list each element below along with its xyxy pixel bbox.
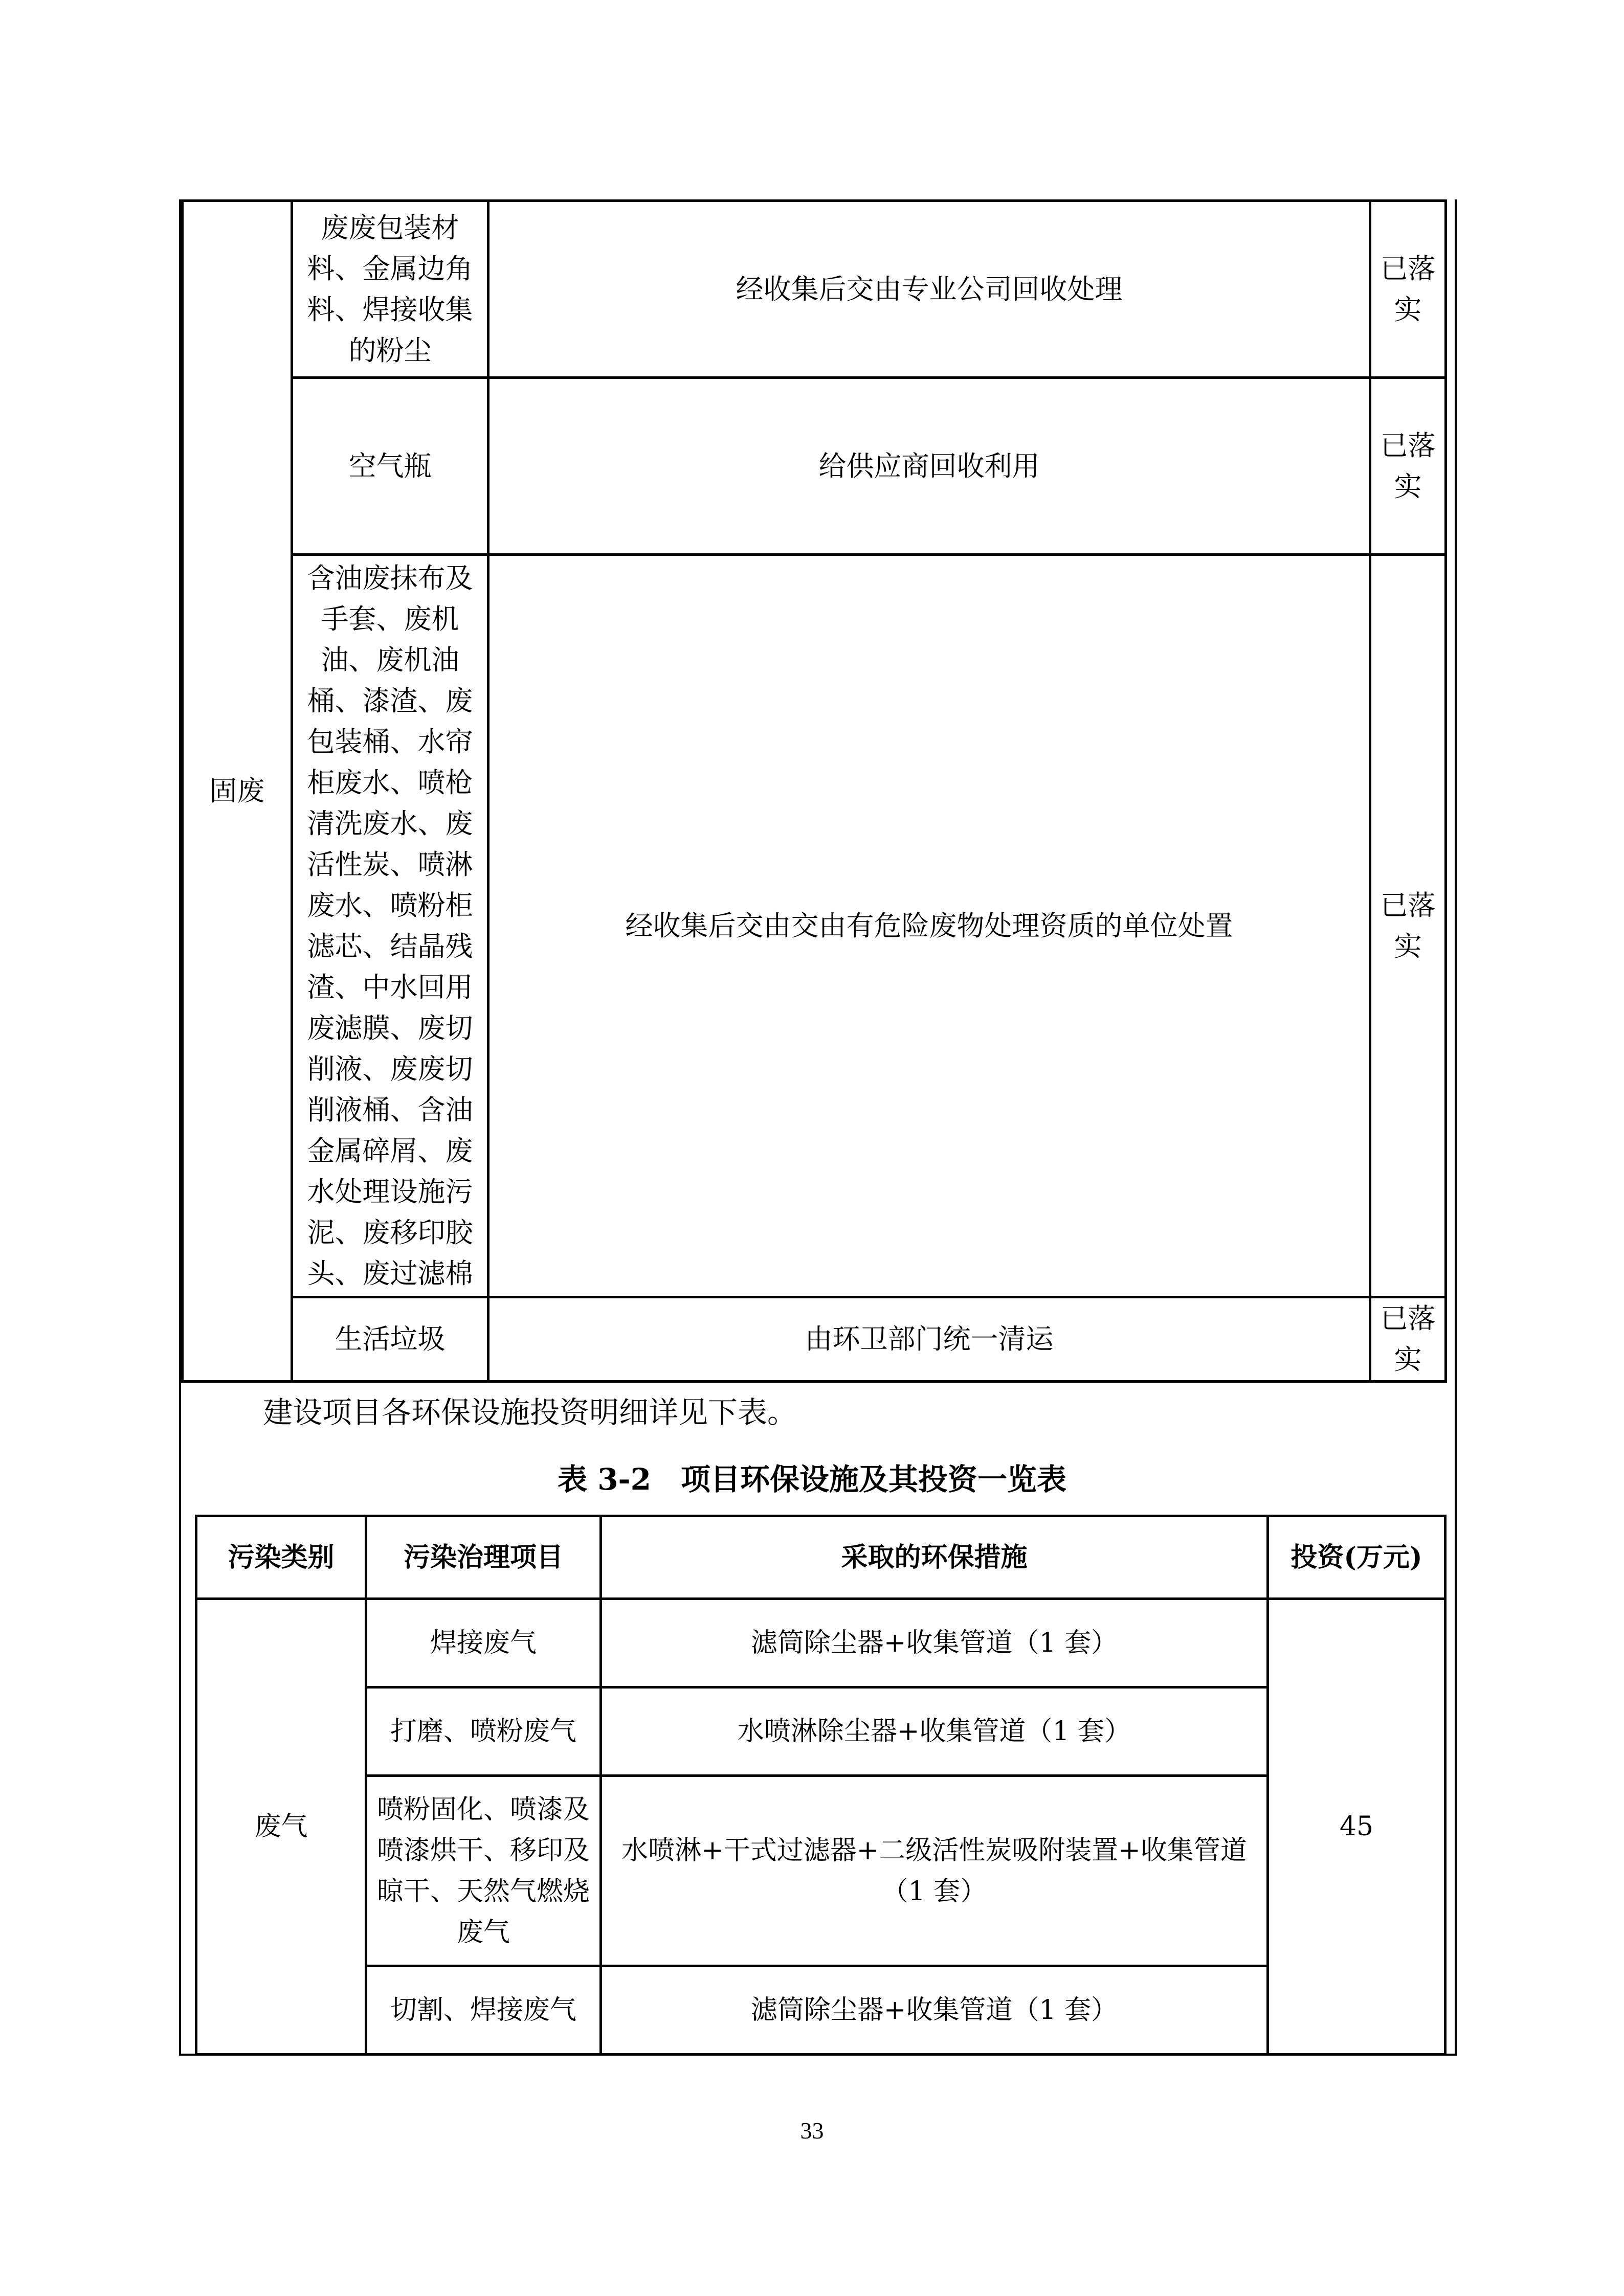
table-row <box>196 1776 1445 1966</box>
table-caption: 表 3-2 项目环保设施及其投资一览表 <box>558 1462 1066 1497</box>
measure-cell: 滤筒除尘器+收集管道（1 套） <box>601 1599 1268 1687</box>
column-header: 污染治理项目 <box>366 1516 601 1599</box>
measure-cell: 水喷淋除尘器+收集管道（1 套） <box>601 1687 1268 1776</box>
status-cell: 已落实 <box>1370 201 1446 378</box>
item-cell: 切割、焊接废气 <box>366 1966 601 2055</box>
table-row <box>196 1687 1445 1776</box>
investment-cell: 45 <box>1268 1599 1445 2055</box>
item-cell: 生活垃圾 <box>292 1297 488 1382</box>
table-row <box>183 555 1446 1297</box>
category-cell: 固废 <box>183 201 292 1382</box>
solid-waste-table <box>181 199 1447 1383</box>
investment-table <box>195 1515 1447 2056</box>
category-cell: 废气 <box>196 1599 366 2055</box>
item-cell: 空气瓶 <box>292 378 488 555</box>
status-cell: 已落实 <box>1370 555 1446 1297</box>
table-row <box>196 1966 1445 2055</box>
column-header: 采取的环保措施 <box>601 1516 1268 1599</box>
column-header: 污染类别 <box>196 1516 366 1599</box>
item-cell: 焊接废气 <box>366 1599 601 1687</box>
measure-cell: 给供应商回收利用 <box>488 378 1370 555</box>
column-header: 投资(万元) <box>1268 1516 1445 1599</box>
measure-cell: 经收集后交由专业公司回收处理 <box>488 201 1370 378</box>
status-cell: 已落实 <box>1370 378 1446 555</box>
measure-cell: 经收集后交由交由有危险废物处理资质的单位处置 <box>488 555 1370 1297</box>
table-row <box>183 1297 1446 1382</box>
item-cell: 废废包装材料、金属边角料、焊接收集的粉尘 <box>292 201 488 378</box>
measure-cell: 由环卫部门统一清运 <box>488 1297 1370 1382</box>
measure-cell: 滤筒除尘器+收集管道（1 套） <box>601 1966 1268 2055</box>
page-frame-right <box>1455 199 1457 2056</box>
status-cell: 已落实 <box>1370 1297 1446 1382</box>
table-row <box>196 1599 1445 1687</box>
measure-cell: 水喷淋+干式过滤器+二级活性炭吸附装置+收集管道（1 套） <box>601 1776 1268 1966</box>
item-cell: 喷粉固化、喷漆及喷漆烘干、移印及晾干、天然气燃烧废气 <box>366 1776 601 1966</box>
table-header-row <box>196 1516 1445 1599</box>
item-cell: 打磨、喷粉废气 <box>366 1687 601 1776</box>
page-number: 33 <box>800 2118 824 2144</box>
table-row <box>183 201 1446 378</box>
table-row <box>183 378 1446 555</box>
body-paragraph: 建设项目各环保设施投资明细详见下表。 <box>263 1395 797 1430</box>
item-cell: 含油废抹布及手套、废机油、废机油桶、漆渣、废包装桶、水帘柜废水、喷枪清洗废水、废活性炭、喷淋废水、喷粉柜滤芯、结晶残渣、中水回用废滤膜、废切削液、废废切削液桶、含油金属碎屑、废水处理设施污泥、废移印胶头、废过滤棉 <box>292 555 488 1297</box>
